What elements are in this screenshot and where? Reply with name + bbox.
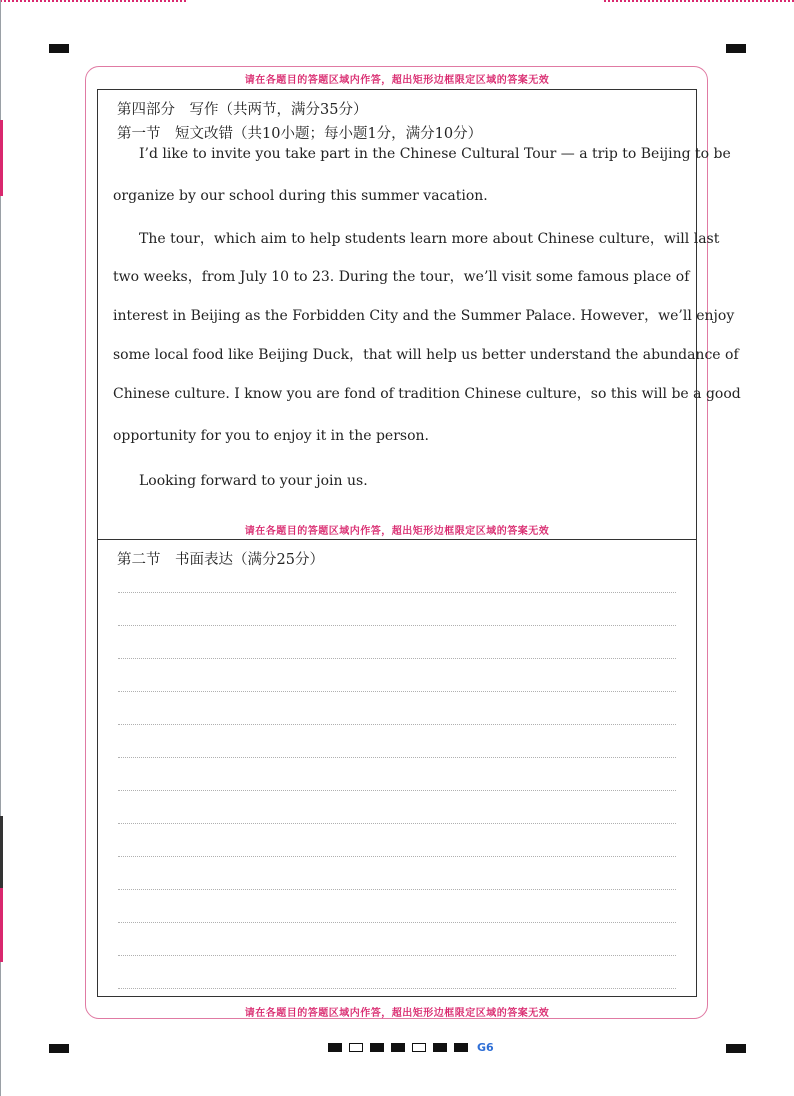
side-bar <box>0 962 1 1096</box>
registration-mark <box>49 44 69 53</box>
passage-line: two weeks，from July 10 to 23. During the tour，we’ll visit some famous place of <box>113 269 690 285</box>
section-title-writing: 第二节 书面表达（满分25分） <box>117 552 324 568</box>
side-bar <box>0 888 3 962</box>
page-code-strip <box>328 1041 494 1053</box>
top-edge-dots-right <box>604 0 794 4</box>
code-square <box>454 1043 468 1052</box>
part-title: 第四部分 写作（共两节，满分35分） <box>117 102 368 118</box>
passage-line: Chinese culture. I know you are fond of tradition Chinese culture，so this will be a good <box>113 386 741 402</box>
section-title-proofreading: 第一节 短文改错（共10小题；每小题1分，满分10分） <box>117 126 483 142</box>
writing-line[interactable] <box>118 592 676 593</box>
writing-line[interactable] <box>118 658 676 659</box>
code-square <box>370 1043 384 1052</box>
registration-mark <box>49 1044 69 1053</box>
code-square <box>412 1043 426 1052</box>
passage-line: I’d like to invite you take part in the Chinese Cultural Tour — a trip to Beijing to be <box>139 146 731 162</box>
passage-line: interest in Beijing as the Forbidden City and the Summer Palace. However，we’ll enjoy <box>113 308 735 324</box>
writing-line[interactable] <box>118 856 676 857</box>
side-bar <box>0 0 1 120</box>
writing-line[interactable] <box>118 988 676 989</box>
registration-mark <box>726 44 746 53</box>
side-bar <box>0 196 1 816</box>
writing-line[interactable] <box>118 757 676 758</box>
code-square <box>433 1043 447 1052</box>
writing-line[interactable] <box>118 823 676 824</box>
answer-area-notice: 请在各题目的答题区域内作答，超出矩形边框限定区域的答案无效 <box>244 75 550 86</box>
writing-answer-box[interactable] <box>97 539 697 997</box>
code-square <box>328 1043 342 1052</box>
page-code: G6 <box>477 1040 494 1054</box>
passage-line: The tour，which aim to help students learn more about Chinese culture，will last <box>139 231 720 247</box>
top-edge-dots-left <box>0 0 186 4</box>
passage-line: some local food like Beijing Duck，that will help us better understand the abundance of <box>113 347 739 363</box>
writing-line[interactable] <box>118 889 676 890</box>
writing-line[interactable] <box>118 724 676 725</box>
writing-line[interactable] <box>118 625 676 626</box>
side-bar <box>0 120 3 196</box>
writing-line[interactable] <box>118 691 676 692</box>
writing-line[interactable] <box>118 922 676 923</box>
passage-line: Looking forward to your join us. <box>139 473 368 489</box>
code-square <box>349 1043 363 1052</box>
answer-area-notice: 请在各题目的答题区域内作答，超出矩形边框限定区域的答案无效 <box>244 526 550 537</box>
passage-line: opportunity for you to enjoy it in the person. <box>113 428 429 444</box>
registration-mark <box>726 1044 746 1053</box>
answer-area-notice: 请在各题目的答题区域内作答，超出矩形边框限定区域的答案无效 <box>244 1008 550 1019</box>
passage-line: organize by our school during this summer vacation. <box>113 188 488 204</box>
code-square <box>391 1043 405 1052</box>
writing-line[interactable] <box>118 790 676 791</box>
side-bar <box>0 816 3 888</box>
writing-line[interactable] <box>118 955 676 956</box>
